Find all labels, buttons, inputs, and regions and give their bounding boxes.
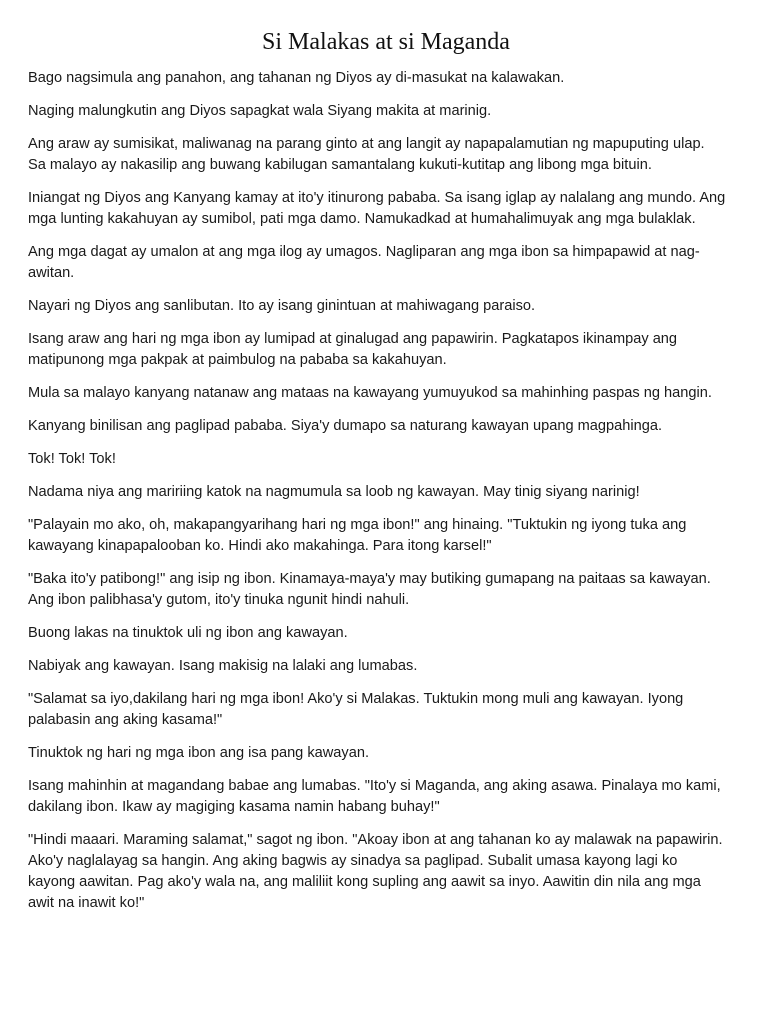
paragraph: Ang araw ay sumisikat, maliwanag na parang ginto at ang langit ay napapalamutian ng mapuputing ulap. Sa malayo ay nakasilip ang buwang kabilugan samantalang kukuti-kutitap ang libong mga bituin. [28,136,705,173]
paragraph: "Hindi maaari. Maraming salamat," sagot ng ibon. "Akoay ibon at ang tahanan ko ay malawak na papawirin. Ako'y naglalayag sa hangin. Ang aking bagwis ay sinadya sa paglipad. Subalit umasa kayong lagi ko kayong aawitan. Pag ako'y wala na, ang maliliit kong supling ang aawit sa inyo. Aawitin din nila ang mga awit na inawit ko!" [28,832,723,911]
paragraph: "Baka ito'y patibong!" ang isip ng ibon. Kinamaya-maya'y may butiking gumapang na paitaas sa kawayan. Ang ibon palibhasa'y gutom, ito'y tinuka ngunit hindi nahuli. [28,571,711,608]
paragraph: Nabiyak ang kawayan. Isang makisig na lalaki ang lumabas. [28,658,418,674]
paragraph: Tok! Tok! Tok! [28,451,116,467]
paragraph: Kanyang binilisan ang paglipad pababa. Siya'y dumapo sa naturang kawayan upang magpahinga. [28,418,663,434]
paragraph: Bago nagsimula ang panahon, ang tahanan ng Diyos ay di-masukat na kalawakan. [28,70,565,86]
paragraph: Nayari ng Diyos ang sanlibutan. Ito ay isang ginintuan at mahiwagang paraiso. [28,298,536,314]
paragraph: Naging malungkutin ang Diyos sapagkat wala Siyang makita at marinig. [28,103,492,119]
paragraph: Mula sa malayo kanyang natanaw ang mataas na kawayang yumuyukod sa mahinhing paspas ng hangin. [28,385,712,401]
paragraph: Ang mga dagat ay umalon at ang mga ilog ay umagos. Nagliparan ang mga ibon sa himpapawid at nag-awitan. [28,244,700,281]
paragraph: Tinuktok ng hari ng mga ibon ang isa pang kawayan. [28,745,370,761]
paragraph: Nadama niya ang maririing katok na nagmumula sa loob ng kawayan. May tinig siyang narinig! [28,484,640,500]
paragraph: "Palayain mo ako, oh, makapangyarihang hari ng mga ibon!" ang hinaing. "Tuktukin ng iyong tuka ang kawayang kinapapalooban ko. Hindi ako makahinga. Para itong karsel!" [28,517,687,554]
paragraph: "Salamat sa iyo,dakilang hari ng mga ibon! Ako'y si Malakas. Tuktukin mong muli ang kawayan. Iyong palabasin ang aking kasama!" [28,691,684,728]
document-title: Si Malakas at si Maganda [262,29,510,55]
story-body [28,68,726,914]
paragraph: Iniangat ng Diyos ang Kanyang kamay at ito'y itinurong pababa. Sa isang iglap ay nalalang ang mundo. Ang mga lunting kakahuyan ay sumibol, pati mga damo. Namukadkad at humahalimuyak ang mga bulaklak. [28,190,726,227]
paragraph: Isang araw ang hari ng mga ibon ay lumipad at ginalugad ang papawirin. Pagkatapos ikinampay ang matipunong mga pakpak at paimbulog na pababa sa kakahuyan. [28,331,678,368]
paragraph: Buong lakas na tinuktok uli ng ibon ang kawayan. [28,625,348,641]
paragraph: Isang mahinhin at magandang babae ang lumabas. "Ito'y si Maganda, ang aking asawa. Pinalaya mo kami, dakilang ibon. Ikaw ay magiging kasama namin habang buhay!" [28,778,721,815]
